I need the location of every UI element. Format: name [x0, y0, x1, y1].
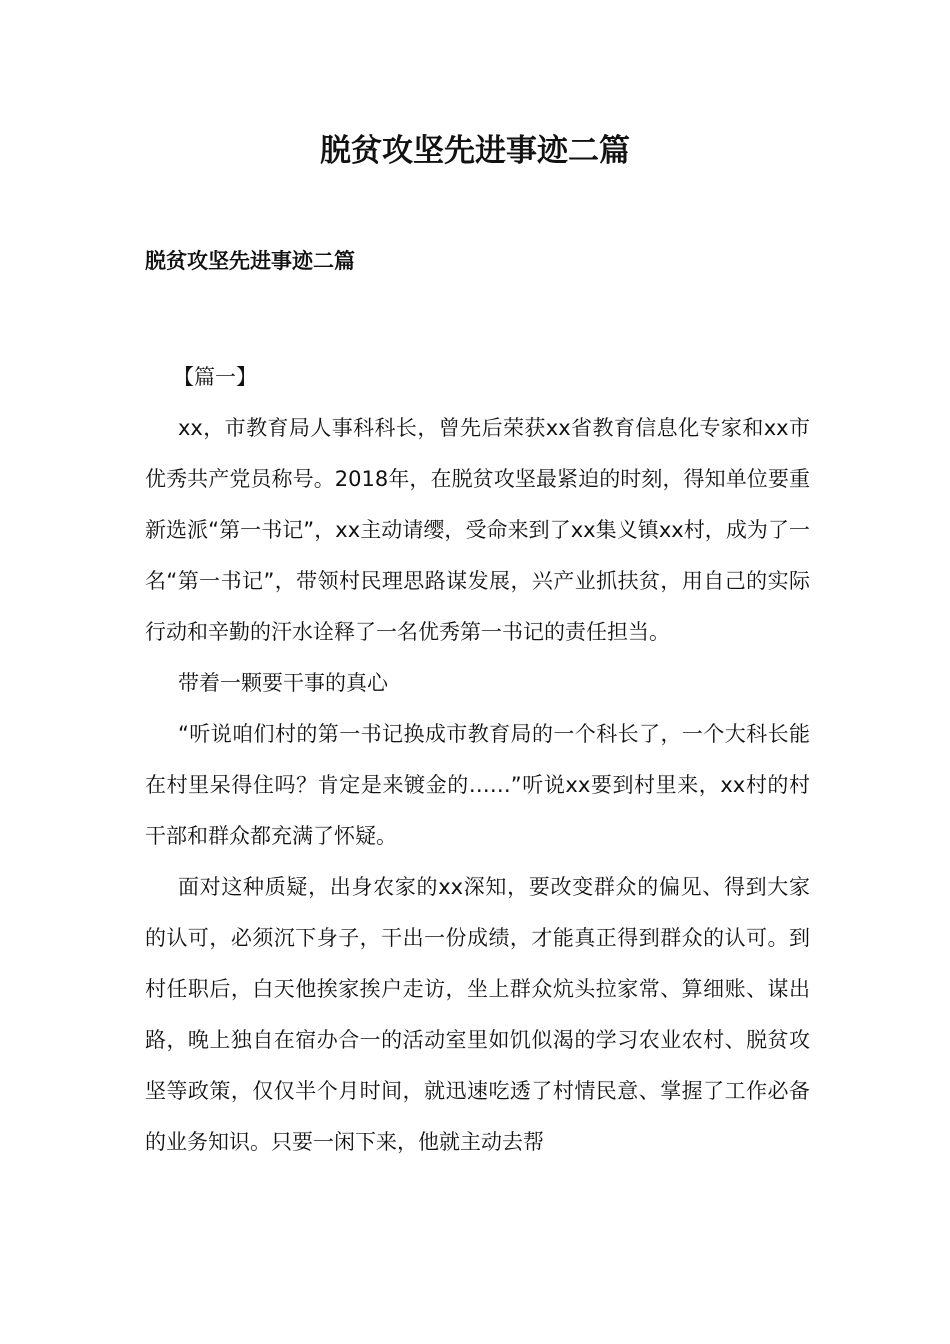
paragraph-response: 面对这种质疑，出身农家的xx深知，要改变群众的偏见、得到大家的认可，必须沉下身子，干出一份成绩，才能真正得到群众的认可。到村任职后，白天他挨家挨户走访，坐上群众炕头拉家常、算细账、谋出路，晚上独自在宿办合一的活动室里如饥似渴的学习农业农村、脱贫攻坚等政策，仅仅半个月时间，就迅速吃透了村情民意、掌握了工作必备的业务知识。只要一闲下来，他就主动去帮 [145, 875, 810, 1154]
paragraph-quote: “听说咱们村的第一书记换成市教育局的一个科长了，一个大科长能在村里呆得住吗？肯定是来镀金的……”听说xx要到村里来，xx村的村干部和群众都充满了怀疑。 [145, 722, 810, 848]
paragraph-heading: 带着一颗要干事的真心 [178, 671, 388, 695]
document-title: 脱贫攻坚先进事迹二篇 [320, 133, 630, 169]
paragraph-intro: xx，市教育局人事科科长，曾先后荣获xx省教育信息化专家和xx市优秀共产党员称号。2018年，在脱贫攻坚最紧迫的时刻，得知单位要重新选派“第一书记”，xx主动请缨，受命来到了xx集义镇xx村，成为了一名“第一书记”，带领村民理思路谋发展，兴产业抓扶贫，用自己的实际行动和辛勤的汗水诠释了一名优秀第一书记的责任担当。 [145, 416, 810, 644]
section-label: 【篇一】 [173, 365, 257, 389]
document-body [145, 352, 810, 1168]
document-subtitle: 脱贫攻坚先进事迹二篇 [145, 249, 355, 273]
